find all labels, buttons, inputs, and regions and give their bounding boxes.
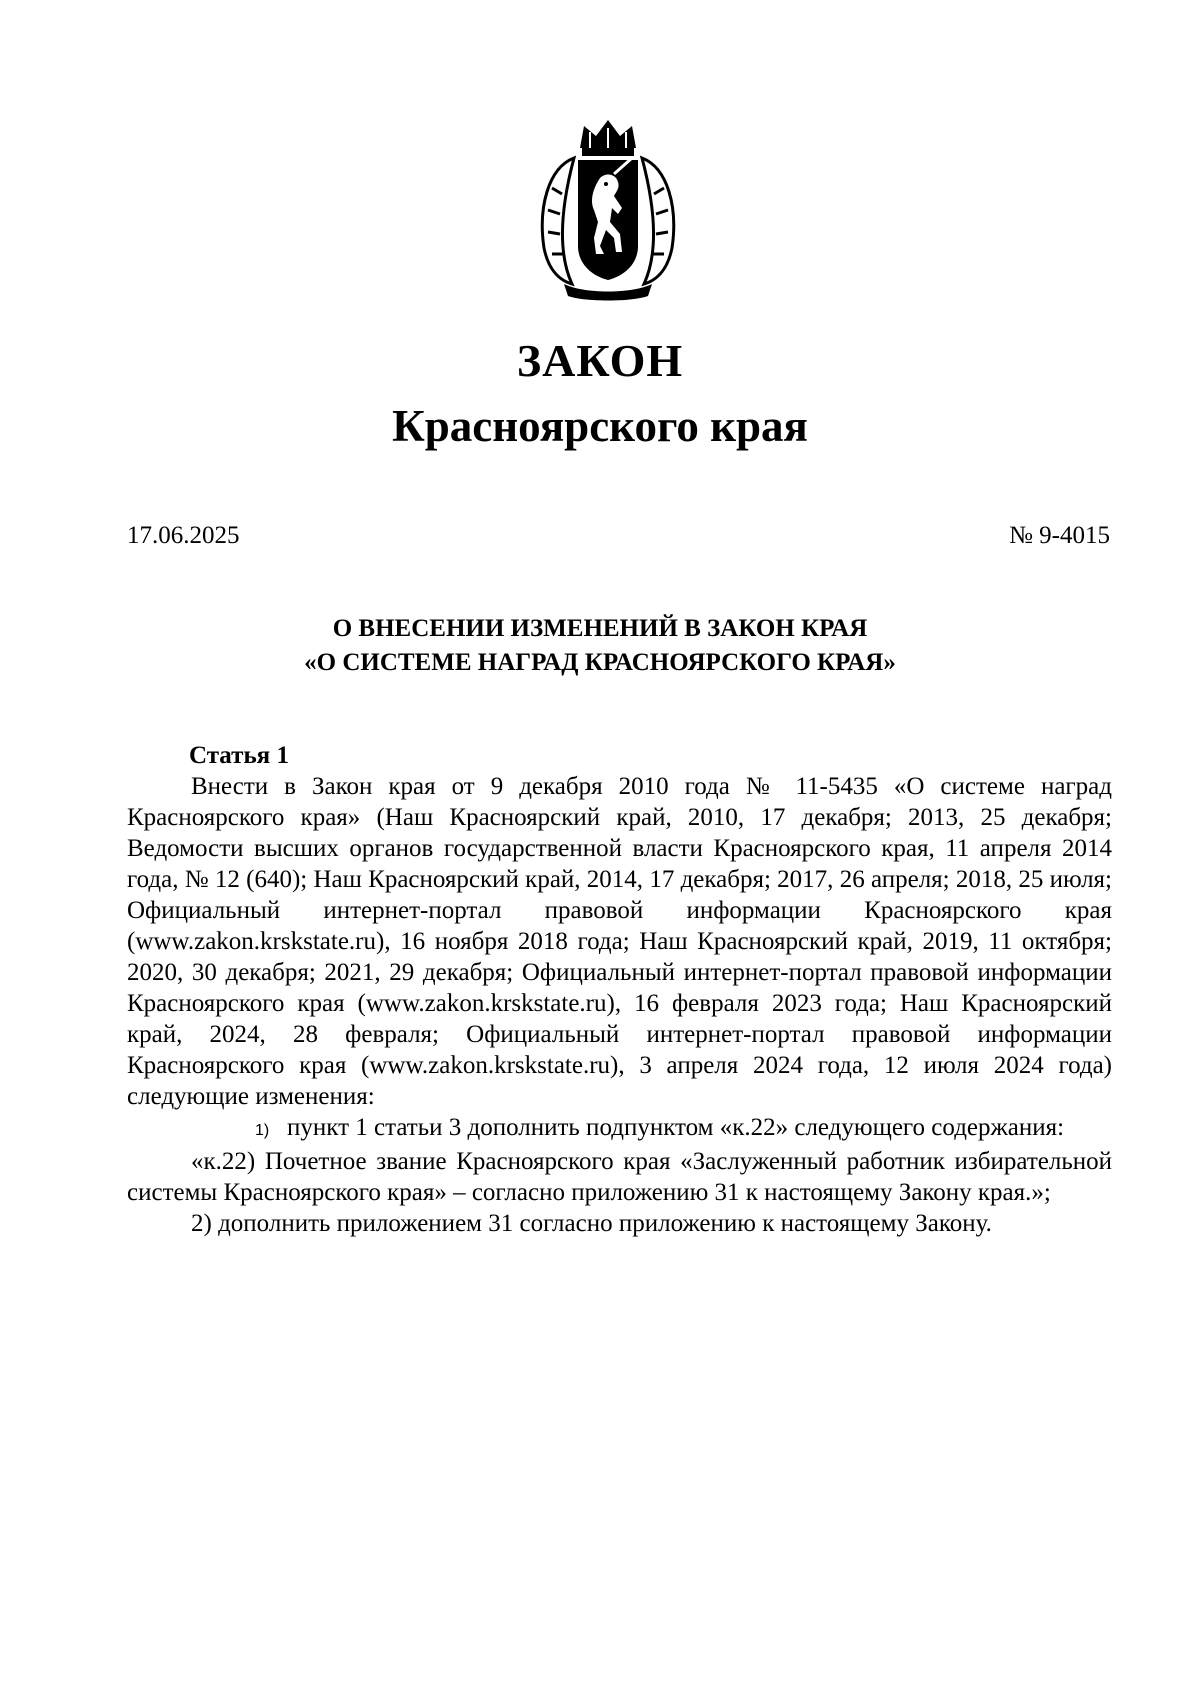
item-1-number: 1) — [255, 1122, 270, 1139]
law-heading — [0, 612, 1200, 680]
document-subtitle: Красноярского края — [392, 401, 808, 451]
law-heading-line-1: О ВНЕСЕНИИ ИЗМЕНЕНИЙ В ЗАКОН КРАЯ — [332, 615, 868, 642]
article-intro-paragraph: Внести в Закон края от 9 декабря 2010 года № 11-5435 «О системе наград Красноярского края» (Наш Красноярский край, 2010, 17 декабря; 2013, 25 декабря; Ведомости высших органов государственной власти Красноярского края, 11 апреля 2014 года, № 12 (640); Наш Красноярский край, 2014, 17 декабря; 2017, 26 апреля; 2018, 25 июля; Официальный интернет-портал правовой информации Красноярского края (www.zakon.krskstate.ru), 16 ноября 2018 года; Наш Красноярский край, 2019, 11 октября; 2020, 30 декабря; 2021, 29 декабря; Официальный интернет-портал правовой информации Красноярского края (www.zakon.krskstate.ru), 16 февраля 2023 года; Наш Красноярский край, 2024, 28 февраля; Официальный интернет-портал правовой информации Красноярского края (www.zakon.krskstate.ru), 3 апреля 2024 года, 12 июля 2024 года) следующие изменения: — [127, 773, 1112, 1110]
krasnoyarsk-coat-of-arms-icon — [534, 118, 682, 304]
article-quote-paragraph: «к.22) Почетное звание Красноярского края «Заслуженный работник избирательной системы Красноярского края» – согласно приложению 31 к настоящему Закону края.»; — [127, 1148, 1112, 1206]
item-1-text: пункт 1 статьи 3 дополнить подпунктом «к.22» следующего содержания: — [287, 1114, 1065, 1141]
document-date: 17.06.2025 — [127, 522, 240, 549]
article-label: Статья 1 — [189, 742, 289, 769]
law-heading-line-2: «О СИСТЕМЕ НАГРАД КРАСНОЯРСКОГО КРАЯ» — [304, 649, 896, 676]
article-item-1 — [127, 1112, 1112, 1146]
article-body — [127, 740, 1112, 1239]
document-number: № 9-4015 — [1009, 522, 1110, 549]
document-title: ЗАКОН — [516, 335, 684, 386]
article-item-2: 2) дополнить приложением 31 согласно приложению к настоящему Закону. — [191, 1210, 992, 1237]
